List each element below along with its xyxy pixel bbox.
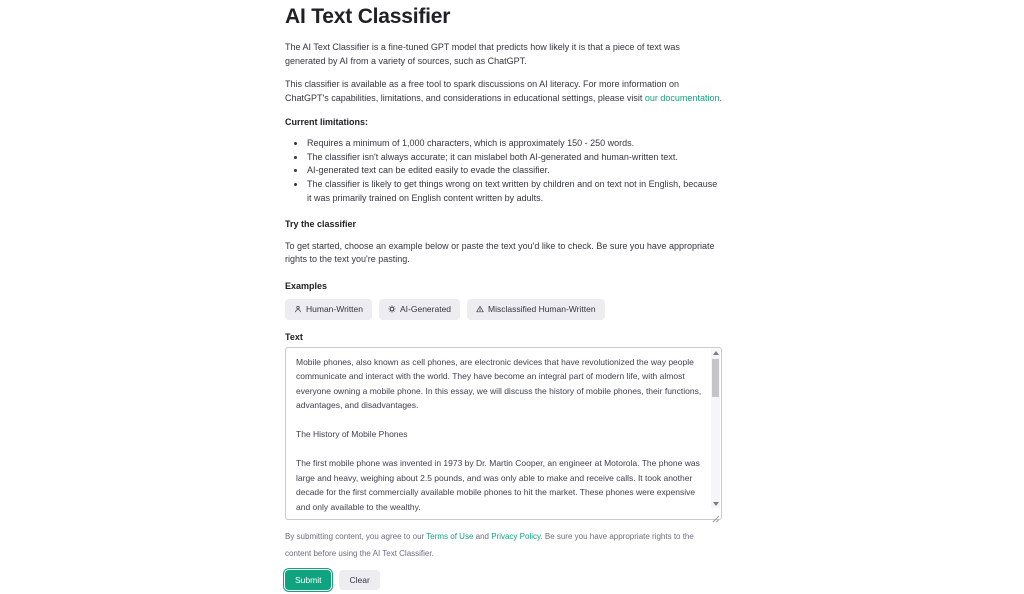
limitation-item: • AI-generated text can be edited easily to evade the classifier. <box>306 164 722 178</box>
scrollbar-thumb[interactable] <box>712 359 719 397</box>
intro-paragraph-2-text: This classifier is available as a free tool to spark discussions on AI literacy. For more information on ChatGPT's capabilities, limitations, and considerations in educational settings, please visit <box>285 79 680 103</box>
limitation-item: • The classifier isn't always accurate; it can mislabel both AI-generated and human-written text. <box>306 151 722 165</box>
limitation-item: • Requires a minimum of 1,000 characters, which is approximately 150 - 250 words. <box>306 137 722 151</box>
examples-row <box>285 299 722 320</box>
try-classifier-heading: Try the classifier <box>285 218 357 229</box>
resize-grip-icon[interactable] <box>712 510 720 518</box>
example-misclassified-button[interactable] <box>467 299 605 320</box>
form-actions <box>285 570 722 590</box>
legal-note <box>285 528 722 562</box>
try-classifier-body: To get started, choose an example below or paste the text you'd like to check. Be sure you have appropriate rights to the text you're pasting. <box>285 240 715 265</box>
example-ai-generated-button[interactable] <box>379 299 460 320</box>
person-icon <box>294 305 302 313</box>
page-title: AI Text Classifier <box>285 5 451 28</box>
text-label: Text <box>285 331 303 342</box>
examples-heading: Examples <box>285 280 328 291</box>
legal-note-text: By submitting content, you agree to our <box>285 531 427 541</box>
legal-note-text: . Be sure you have appropriate rights to the content before using the AI Text Classifier. <box>285 531 694 558</box>
intro-paragraph-2-period: . <box>719 92 722 103</box>
intro-paragraph-2 <box>285 78 722 105</box>
clear-button[interactable]: Clear <box>339 570 379 590</box>
documentation-link[interactable]: our documentation <box>644 92 720 103</box>
scrollbar-up-arrow-icon[interactable] <box>711 349 720 358</box>
text-input[interactable] <box>285 347 722 520</box>
scrollbar-down-arrow-icon[interactable] <box>711 499 720 508</box>
example-human-written-button[interactable] <box>285 299 372 320</box>
example-button-label: Misclassified Human-Written <box>488 304 596 315</box>
submit-button[interactable]: Submit <box>285 570 331 590</box>
legal-note-text: and <box>473 531 492 541</box>
gear-icon <box>388 305 396 313</box>
textarea-scrollbar[interactable] <box>711 349 720 508</box>
limitations-list <box>285 137 722 206</box>
privacy-policy-link[interactable]: Privacy Policy <box>491 531 541 541</box>
warning-icon <box>476 305 484 313</box>
example-button-label: Human-Written <box>306 304 363 315</box>
limitations-heading: Current limitations: <box>285 117 369 127</box>
intro-paragraph-1: The AI Text Classifier is a fine-tuned GPT model that predicts how likely it is that a piece of text was generated by AI from a variety of sources, such as ChatGPT. <box>285 42 680 66</box>
text-input-container <box>285 347 722 520</box>
limitation-item: • The classifier is likely to get things wrong on text written by children and on text not in English, because it was primarily trained on English content written by adults. <box>306 178 722 205</box>
terms-of-use-link[interactable]: Terms of Use <box>426 531 474 541</box>
ai-text-classifier-page <box>285 0 722 590</box>
example-button-label: AI-Generated <box>400 304 452 315</box>
